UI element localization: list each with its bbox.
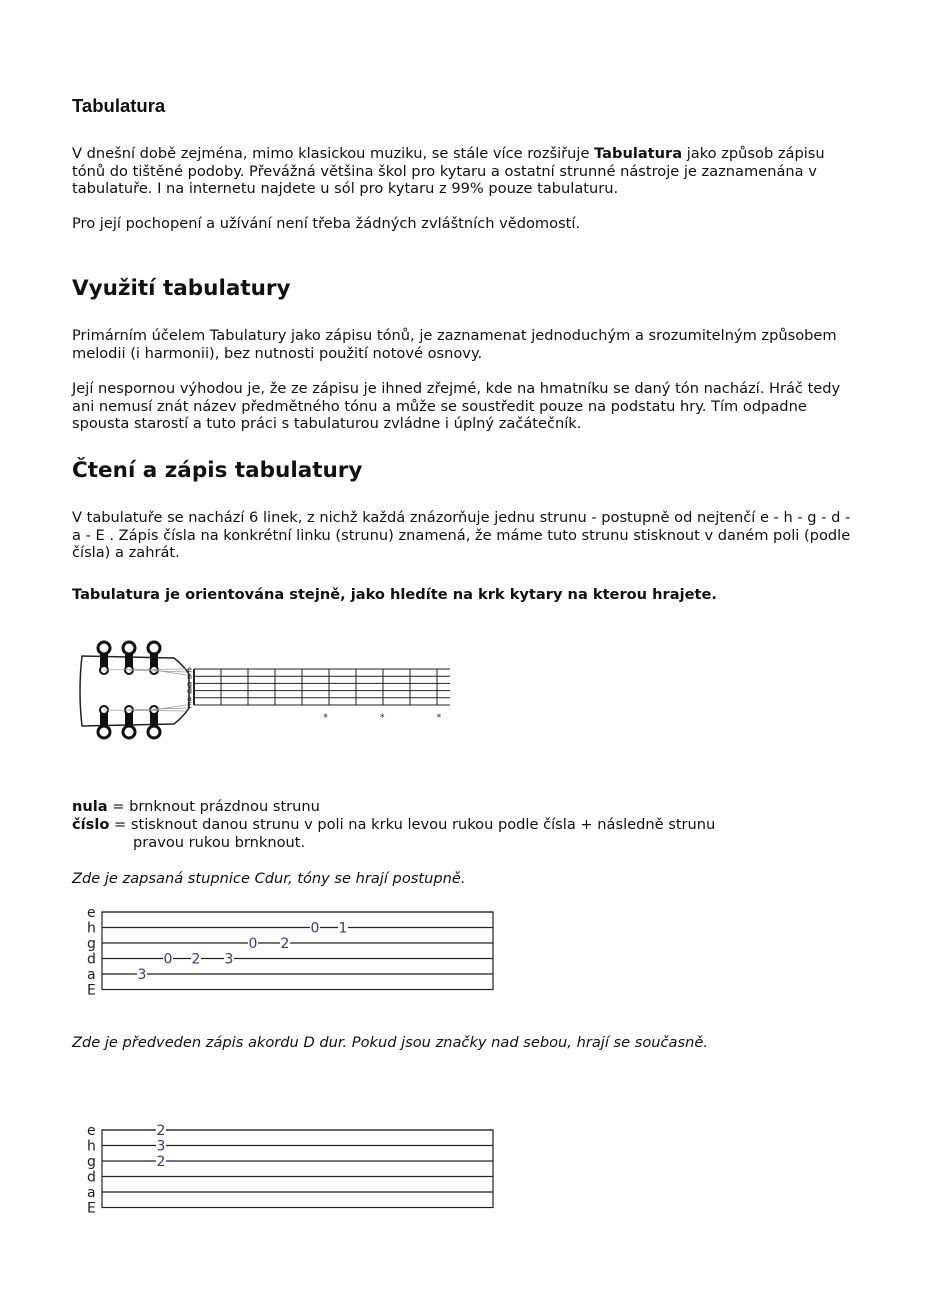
headstock-shape [80, 656, 189, 726]
tab-note: 0 [310, 920, 320, 937]
intro-text-before: V dnešní době zejména, mimo klasickou muziku, se stále více rozšiřuje [72, 145, 595, 162]
string-label: g [87, 1154, 96, 1170]
fret-marker: * [380, 713, 385, 723]
definition-term: nula [72, 798, 108, 815]
string-label: g [187, 679, 193, 689]
fretboard-string-labels [187, 665, 192, 710]
string-label: a [87, 967, 96, 983]
page-title: Tabulatura [72, 95, 166, 116]
string-label: E [87, 982, 96, 998]
string-label: e [87, 1123, 96, 1139]
string-label: h [87, 920, 96, 937]
fret-marker: * [436, 713, 442, 723]
string-label: d [87, 1169, 96, 1186]
definition-cislo [72, 816, 862, 834]
tab-lines [102, 912, 493, 990]
tab-note: 2 [191, 951, 201, 968]
tab-frame [102, 912, 493, 990]
string-label: E [187, 701, 193, 710]
chord-caption: Zde je předveden zápis akordu D dur. Pokud jsou značky nad sebou, hrají se současně. [72, 1034, 708, 1051]
fretboard-markers [323, 713, 441, 723]
intro-paragraph [72, 145, 862, 198]
tab-note: 3 [156, 1138, 166, 1155]
tab-note: 3 [137, 967, 147, 983]
section-heading-usage: Využití tabulatury [72, 276, 291, 301]
string-label: e [87, 905, 96, 921]
usage-paragraph-2: Její nespornou výhodou je, že ze zápisu je ihned zřejmé, kde na hmatníku se daný tón nachází. Hráč tedy ani nemusí znát název předmětného tónu a může se soustředit pouze na podstatu hry. Tím odpadne spousta starostí a tuto práci s tabulaturou zvládne i úplný začátečník. [72, 380, 841, 432]
reading-paragraph: V tabulatuře se nachází 6 linek, z nichž každá znázorňuje jednu strunu - postupně od nejtenčí e - h - g - d - a - E . Zápis čísla na konkrétní linku (strunu) znamená, že máme tuto strunu stisknout v daném poli (podle čísla) a zahrát. [72, 509, 851, 561]
chord-tablature [84, 1120, 498, 1216]
orientation-note: Tabulatura je orientována stejně, jako hledíte na krk kytary na kterou hrajete. [72, 586, 717, 603]
tab-note: 2 [156, 1123, 166, 1139]
fretboard-grid [194, 669, 450, 705]
string-label: a [87, 1185, 96, 1201]
fret-marker: * [323, 713, 328, 723]
string-label: h [187, 672, 193, 682]
tab-string-labels [87, 905, 96, 998]
definition-text: = brnknout prázdnou strunu [107, 798, 320, 815]
definition-term: číslo [72, 816, 110, 833]
string-label: d [87, 951, 96, 968]
string-label: E [87, 1200, 96, 1216]
string-label: d [187, 686, 193, 696]
definition-nula [72, 798, 862, 816]
usage-paragraph-1: Primárním účelem Tabulatury jako zápisu tónů, je zaznamenat jednoduchým a srozumitelným způsobem melodii (i harmonii), bez nutnosti použití notové osnovy. [72, 327, 837, 362]
intro-text-after: jako způsob zápisu tónů do tištěné podoby. Převážná většina škol pro kytaru a ostatní strunné nástroje je zaznamenána v tabulatuře. I na internetu najdete u sól pro kytaru z 99% pouze tabulaturu. [72, 145, 825, 197]
tab-notes [156, 1123, 166, 1170]
tab-note: 1 [338, 920, 348, 937]
tab-note: 0 [163, 951, 173, 968]
definition-continuation: pravou rukou brnknout. [133, 834, 306, 851]
string-label: e [187, 665, 192, 674]
tab-note: 2 [156, 1154, 166, 1170]
guitar-headstock-illustration [74, 636, 454, 748]
section-heading-reading: Čtení a zápis tabulatury [72, 458, 363, 483]
string-label: a [187, 693, 192, 703]
tab-note: 3 [224, 951, 234, 968]
scale-tablature [84, 902, 498, 998]
tab-string-labels [87, 1123, 96, 1216]
intro-paragraph-2: Pro její pochopení a užívání není třeba žádných zvláštních vědomostí. [72, 215, 581, 232]
scale-caption: Zde je zapsaná stupnice Cdur, tóny se hrají postupně. [72, 870, 466, 887]
intro-bold-term: Tabulatura [594, 145, 683, 162]
definition-text: = stisknout danou strunu v poli na krku levou rukou podle čísla + následně strunu [109, 816, 716, 833]
tab-note: 0 [248, 936, 258, 952]
string-label: g [87, 936, 96, 952]
string-label: h [87, 1138, 96, 1155]
tab-note: 2 [280, 936, 290, 952]
